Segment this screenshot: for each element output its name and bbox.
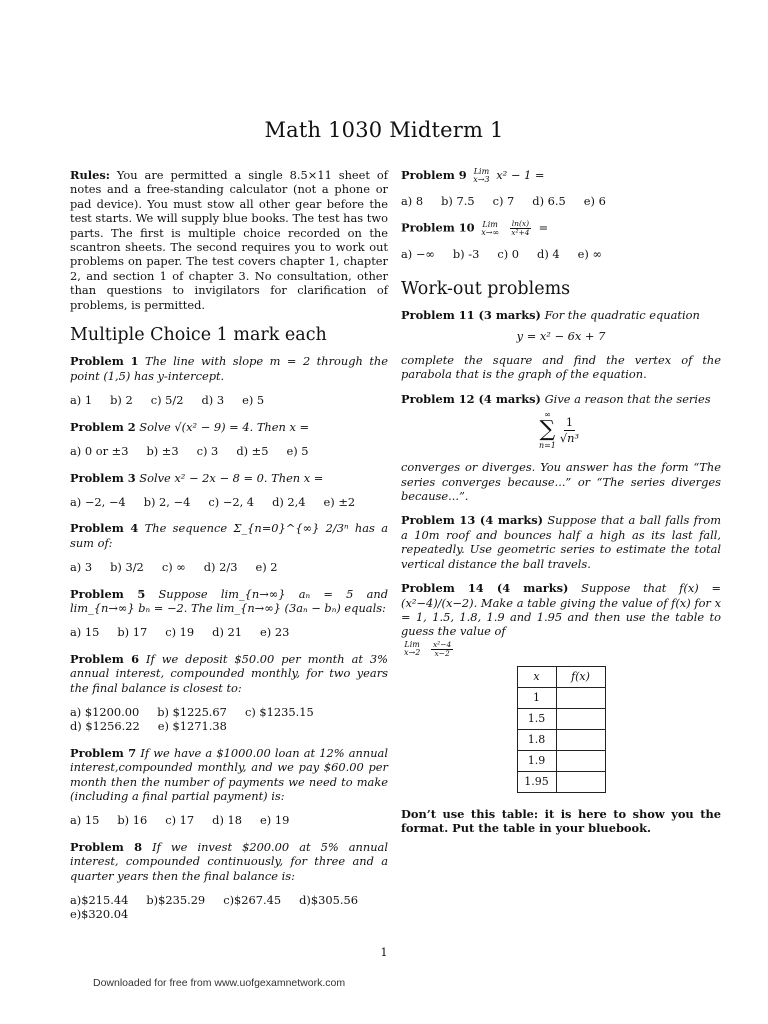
- problem-text: Suppose that f(x) = (x²−4)/(x−2). Make a table giving the value of f(x) for x = 1, 1.5, 1.8, 1.9 and 1.95 and then use the table to guess the value of: [401, 581, 721, 639]
- fraction: [431, 641, 453, 658]
- answer-list: [70, 560, 388, 574]
- answer-c: c) 7: [492, 194, 515, 208]
- answer-list: [70, 625, 388, 639]
- problem-label: Problem 12 (4 marks): [401, 391, 541, 406]
- problem-10: [401, 220, 721, 261]
- answer-a: a) 15: [70, 813, 100, 828]
- problem-5: [70, 587, 388, 640]
- answer-b: b) ±3: [146, 444, 179, 459]
- answer-c: c) 0: [497, 247, 520, 262]
- answer-d: d) ±5: [236, 444, 269, 459]
- table-header: x: [517, 666, 556, 687]
- problem-text: For the quadratic equation: [544, 308, 700, 323]
- answer-c: c) 19: [165, 625, 195, 640]
- problem-text: If we invest $200.00 at 5% annual interest, compounded continuously, for three and a quarter years then the final balance is:: [70, 839, 388, 883]
- problem-label: Problem 9: [401, 168, 467, 182]
- problem-expression: x² − 1 =: [496, 168, 545, 182]
- answer-a: a) 1: [70, 393, 93, 408]
- answer-list: [70, 813, 388, 827]
- answer-e: e) ∞: [577, 247, 602, 262]
- answer-list: [70, 393, 388, 407]
- answer-e: e) 19: [260, 813, 290, 828]
- fraction-denominator: x²+4: [511, 228, 530, 238]
- limit-subscript: x→3: [473, 175, 490, 184]
- equals-sign: =: [538, 220, 549, 235]
- problem-4: [70, 521, 388, 574]
- answer-b: b) $1225.67: [157, 704, 227, 719]
- problem-8: [70, 840, 388, 922]
- work-out-heading: Work-out problems: [401, 278, 571, 299]
- problem-14: [401, 581, 721, 835]
- summation-symbol: [539, 410, 556, 450]
- answer-e: e)$320.04: [70, 907, 129, 922]
- problem-text: If we have a $1000.00 loan at 12% annual interest,compounded monthly, and we pay $60.00 per month then the number of payments we need to make (including a final partial payment) is:: [70, 745, 388, 803]
- multiple-choice-heading: Multiple Choice 1 mark each: [70, 325, 327, 346]
- answer-d: d) 6.5: [532, 194, 566, 208]
- answer-a: a) 15: [70, 625, 100, 640]
- table-row: [517, 729, 605, 750]
- answer-list: [70, 893, 388, 922]
- answer-a: a) 0 or ±3: [70, 444, 129, 459]
- answer-c: c) $1235.15: [244, 704, 314, 719]
- table-cell-x: 1.95: [517, 771, 556, 792]
- answer-c: c) −2, 4: [208, 494, 255, 509]
- problem-text: The line with slope m = 2 through the point (1,5) has y-intercept.: [70, 354, 388, 383]
- fraction-numerator: 1: [565, 415, 574, 430]
- problem-3: [70, 471, 388, 510]
- answer-b: b)$235.29: [146, 893, 206, 908]
- answer-d: d) 2,4: [272, 494, 306, 509]
- limit-expression: [473, 168, 489, 184]
- series-term: [560, 415, 579, 445]
- answer-e: e) $1271.38: [157, 719, 227, 734]
- table-row: [517, 708, 605, 729]
- problem-label: Problem 10: [401, 220, 475, 235]
- answer-b: b) 3/2: [110, 560, 144, 575]
- download-footer: Downloaded for free from www.uofgexamnetwork.com: [93, 977, 346, 989]
- rules-paragraph: [70, 168, 388, 312]
- answer-b: b) 2, −4: [143, 494, 191, 509]
- answer-e: e) 6: [583, 194, 606, 208]
- right-column: [401, 168, 721, 846]
- limit-word: Lim: [473, 167, 490, 176]
- problem-12: [401, 392, 721, 504]
- table-cell-fx: [556, 750, 605, 771]
- table-note: Don’t use this table: it is here to show you the format. Put the table in your bluebook.: [401, 806, 721, 836]
- problem-1: [70, 354, 388, 407]
- table-cell-x: 1: [517, 687, 556, 708]
- answer-c: c) 5/2: [150, 393, 184, 408]
- problem-6: [70, 652, 388, 734]
- problem-label: Problem 11 (3 marks): [401, 308, 541, 323]
- limit-word: Lim: [482, 219, 498, 229]
- answer-d: d)$305.56: [299, 893, 358, 908]
- problem-2: [70, 420, 388, 459]
- answer-e: e) 5: [242, 393, 265, 408]
- answer-a: a) $1200.00: [70, 704, 140, 719]
- table-cell-x: 1.5: [517, 708, 556, 729]
- problem-label: Problem 13 (4 marks): [401, 513, 544, 528]
- table-cell-fx: [556, 771, 605, 792]
- problem-text: Suppose lim_{n→∞} aₙ = 5 and lim_{n→∞} bₙ = −2. The lim_{n→∞} (3aₙ − bₙ) equals:: [70, 586, 388, 615]
- answer-e: e) 2: [255, 560, 278, 575]
- answer-d: d) 18: [212, 813, 243, 828]
- problem-label: Problem 4: [70, 521, 139, 536]
- table-cell-x: 1.9: [517, 750, 556, 771]
- answer-b: b) 16: [117, 813, 148, 828]
- problem-label: Problem 3: [70, 470, 136, 485]
- fraction-denominator: √n³: [559, 430, 580, 445]
- answer-list: [70, 495, 388, 509]
- problem-label: Problem 6: [70, 651, 140, 666]
- series-display: [401, 410, 721, 450]
- limit-operator: [404, 641, 420, 657]
- fraction-numerator: ln(x): [511, 219, 530, 229]
- table-row: [517, 750, 605, 771]
- table-cell-fx: [556, 729, 605, 750]
- problem-label: Problem 7: [70, 745, 137, 760]
- table-cell-x: 1.8: [517, 729, 556, 750]
- answer-list: [401, 194, 721, 208]
- table-header-row: [517, 666, 605, 687]
- problem-text-continued: complete the square and find the vertex of the parabola that is the graph of the equation.: [401, 353, 721, 382]
- problem-11: [401, 308, 721, 382]
- problem-text: Solve √(x² − 9) = 4. Then x =: [139, 419, 310, 434]
- answer-a: a) −∞: [401, 247, 435, 262]
- problem-text: Solve x² − 2x − 8 = 0. Then x =: [139, 470, 324, 485]
- page-title: Math 1030 Midterm 1: [264, 118, 504, 142]
- table-cell-fx: [556, 708, 605, 729]
- answer-e: e) 5: [286, 444, 309, 459]
- table-cell-fx: [556, 687, 605, 708]
- limit-expression: [481, 221, 499, 237]
- table-header: f(x): [556, 666, 605, 687]
- answer-list: [70, 444, 388, 458]
- value-table: [517, 666, 606, 793]
- rules-label: Rules:: [70, 168, 110, 182]
- answer-list: [401, 247, 721, 261]
- rules-text: You are permitted a single 8.5×11 sheet of notes and a free-standing calculator (not a phone or pad device). You must stow all other gear before the test starts. We will supply blue books. The test has two parts. The first is multiple choice recorded on the scantron sheets. The second requires you to work out problems on paper. The test covers chapter 1, chapter 2, and section 1 of chapter 3. No consultation, other than questions to invigilators for clarification of problems, is permitted.: [70, 168, 388, 312]
- display-equation: y = x² − 6x + 7: [516, 328, 606, 343]
- answer-b: b) -3: [452, 247, 480, 262]
- problem-text: If we deposit $50.00 per month at 3% annual interest, compounded monthly, for two years the final balance is closest to:: [70, 651, 388, 695]
- fraction-denominator: x−2: [434, 648, 450, 658]
- answer-d: d) 21: [212, 625, 243, 640]
- limit-word: Lim: [404, 640, 420, 650]
- problem-label: Problem 1: [70, 354, 139, 369]
- problem-text: Give a reason that the series: [544, 391, 711, 406]
- answer-d: d) $1256.22: [70, 719, 140, 734]
- problem-label: Problem 8: [70, 839, 143, 854]
- answer-e: e) ±2: [323, 494, 356, 509]
- sigma-glyph: ∑: [539, 417, 556, 443]
- fraction: [510, 220, 531, 237]
- problem-13: [401, 513, 721, 571]
- problem-label: Problem 5: [70, 586, 146, 601]
- answer-c: c) ∞: [161, 560, 186, 575]
- problem-text-continued: converges or diverges. You answer has the form “The series converges because...” or “The series diverges because...”.: [401, 460, 721, 504]
- page-number: 1: [380, 946, 388, 959]
- answer-e: e) 23: [260, 625, 290, 640]
- problem-text: The sequence Σ_{n=0}^{∞} 2/3ⁿ has a sum of:: [70, 521, 388, 550]
- answer-a: a) 8: [401, 194, 424, 208]
- fraction-numerator: x²−4: [432, 639, 452, 649]
- summation-lower: n=1: [538, 441, 556, 451]
- answer-c: c) 17: [165, 813, 195, 828]
- answer-a: a) −2, −4: [70, 494, 126, 509]
- problem-label: Problem 2: [70, 419, 136, 434]
- problem-7: [70, 746, 388, 828]
- problem-9: [401, 168, 721, 208]
- answer-a: a)$215.44: [70, 893, 129, 908]
- table-row: [517, 687, 605, 708]
- limit-subscript: x→2: [404, 648, 421, 658]
- limit-subscript: x→∞: [481, 227, 500, 237]
- table-row: [517, 771, 605, 792]
- answer-d: d) 3: [201, 393, 225, 408]
- answer-d: d) 2/3: [203, 560, 238, 575]
- answer-a: a) 3: [70, 560, 93, 575]
- left-column: [70, 168, 388, 934]
- answer-d: d) 4: [537, 247, 560, 262]
- summation-upper: ∞: [544, 410, 551, 420]
- answer-c: c) 3: [196, 444, 219, 459]
- answer-list: [70, 705, 388, 734]
- answer-c: c)$267.45: [223, 893, 282, 908]
- answer-b: b) 7.5: [441, 194, 475, 208]
- answer-b: b) 17: [117, 625, 148, 640]
- problem-text: Suppose that a ball falls from a 10m roof and bounces half a high as its last fall, repeatedly. Use geometric series to estimate the total vertical distance the ball travels.: [401, 513, 722, 571]
- answer-b: b) 2: [110, 393, 133, 408]
- problem-label: Problem 14 (4 marks): [401, 581, 569, 596]
- limit-expression: [401, 641, 721, 658]
